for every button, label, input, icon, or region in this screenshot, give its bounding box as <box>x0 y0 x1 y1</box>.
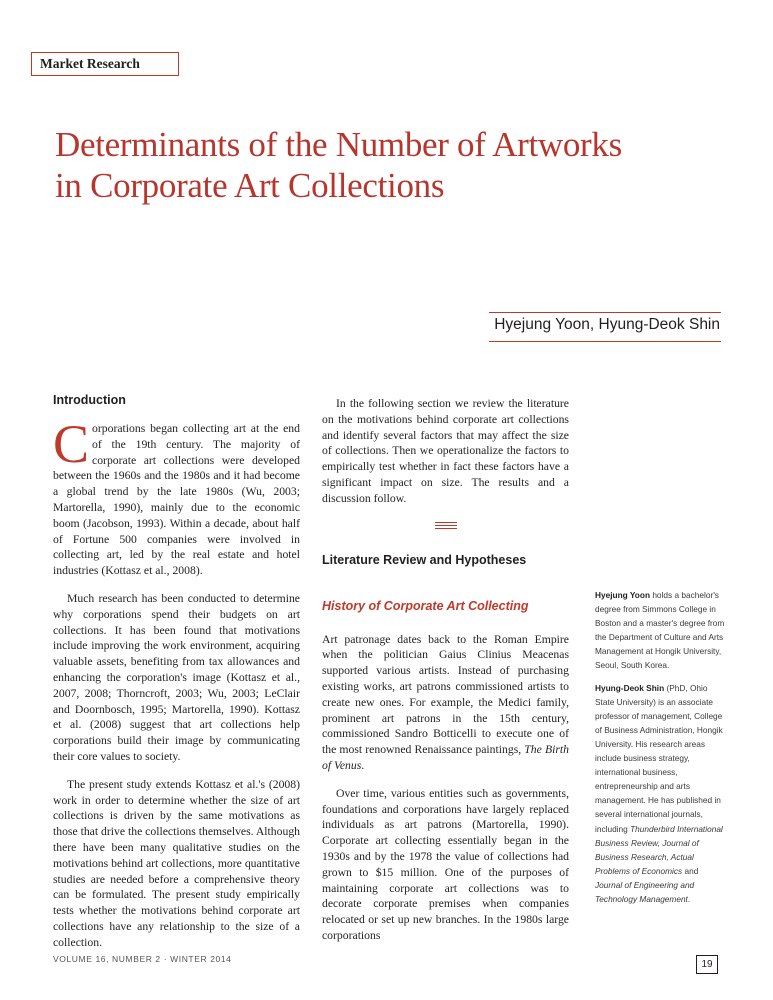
intro-paragraph-3: The present study extends Kottasz et al.'s (2008) work in order to determine whether the size of art collections is driven by the same motivations as those that drive the collections themselves. Although there have been many qualitative studies on the motivations behind art collections, more quantitative studies are needed before a comprehensive theory can be formulated. The present study empirically tests whether the motivations behind corporate art collections have any relationship to the size of a collection. <box>53 777 301 949</box>
bio-shin-and: and <box>682 865 699 876</box>
bio-shin-end: . <box>687 893 691 904</box>
drop-cap: C <box>53 414 90 474</box>
history-subheading: History of Corporate Art Collecting <box>322 598 529 613</box>
article-title <box>55 124 695 206</box>
intro-paragraph-2: Much research has been conducted to determine why corporations spend their budgets on art collections. It has been found that motivations include improving the work environment, acquiring valuable assets, benefiting from tax allowances and enhancing the corporation's image (Kottasz et al., 2007, 2008; Thorncroft, 2003; Wu, 2003; LeClair and Doornbosch, 1995; Martorella, 1990). Kottasz et al. (2008) suggest that art collections help corporations build their image by communicating their core values to society. <box>53 591 300 763</box>
journal-engineering: Journal of Engineering and Technology Management <box>595 879 695 904</box>
bio-shin-text: (PhD, Ohio State University) is an associate professor of management, College of Business Administration, Hongik University. His research areas include business strategy, international business, entrepreneurship and arts management. He has published in several international journals, including <box>595 682 723 834</box>
literature-heading: Literature Review and Hypotheses <box>322 552 527 567</box>
bio-yoon-name: Hyejung Yoon <box>595 590 651 600</box>
section-tag <box>31 52 179 76</box>
page-number: 19 <box>696 955 718 974</box>
column-middle <box>322 396 569 944</box>
issue-footer: VOLUME 16, NUMBER 2 · WINTER 2014 <box>53 954 232 964</box>
painting-title: The Birth of Venus <box>322 743 569 772</box>
introduction-heading: Introduction <box>53 393 126 407</box>
author-names: Hyejung Yoon, Hyung-Deok Shin <box>494 316 720 333</box>
intro-paragraph-1 <box>53 414 300 579</box>
column-left <box>53 393 300 951</box>
author-rule-top <box>489 312 721 313</box>
bio-shin-name: Hyung-Deok Shin <box>595 682 665 693</box>
literature-paragraph-1-text: Art patronage dates back to the Roman Empire when the politician Gaius Clinius Meacenas supported various artists. Instead of purchasing existing works, art patrons commissioned artists to create new ones. For example, the Medici family, prominent art patrons in the 15th century, commissioned Sandro Botticelli to execute one of the most renowned Renaissance paintings, <box>322 632 569 757</box>
title-line-2: in Corporate Art Collections <box>55 166 445 205</box>
literature-paragraph-2: Over time, various entities such as governments, foundations and corporations have largely replaced individuals as art patrons (Martorella, 1990). Corporate art collecting essentially began in the 1930s and by the 1978 the value of collections had grown to $15 million. One of the purposes of maintaining corporate art collections was to decorate corporate premises when companies relocated or set up new branches. In the 1980s large corporations <box>322 786 569 942</box>
bio-yoon <box>595 588 725 673</box>
author-bios <box>595 588 725 914</box>
journal-list: Journal of Business Research, Actual Problems of Economics <box>595 837 699 876</box>
bio-shin <box>595 681 725 907</box>
section-tag-label: Market Research <box>40 56 140 71</box>
bio-yoon-text: holds a bachelor's degree from Simmons College in Boston and a master's degree from the Department of Culture and Arts Management at Hongik University, Seoul, South Korea. <box>595 590 725 671</box>
author-rule-bottom <box>489 341 721 342</box>
literature-paragraph-1-end: . <box>361 758 365 772</box>
intro-paragraph-4: In the following section we review the literature on the motivations behind corporate art collections and identify several factors that may affect the size of collections. Then we operationalize the factors to empirically test whether in fact these factors have a significant impact on size. The results and a discussion follow. <box>322 397 569 505</box>
title-line-1: Determinants of the Number of Artworks <box>55 125 622 164</box>
intro-paragraph-1-text: orporations began collecting art at the end of the 19th century. The majority of corporate art collections were developed between the 1960s and the 1980s and it had become a global trend by the late 1980s (Wu, 2003; Martorella, 1990), mainly due to the economic boom (Jacobson, 1993). Within a decade, about half of Fortune 500 companies were involved in collecting art, led by the real estate and hotel industries (Kottasz et al., 2008). <box>53 422 300 578</box>
journal-thunderbird: Thunderbird International Business Review, <box>595 823 723 848</box>
section-divider-ornament <box>435 522 457 529</box>
literature-paragraph-1 <box>322 632 569 774</box>
